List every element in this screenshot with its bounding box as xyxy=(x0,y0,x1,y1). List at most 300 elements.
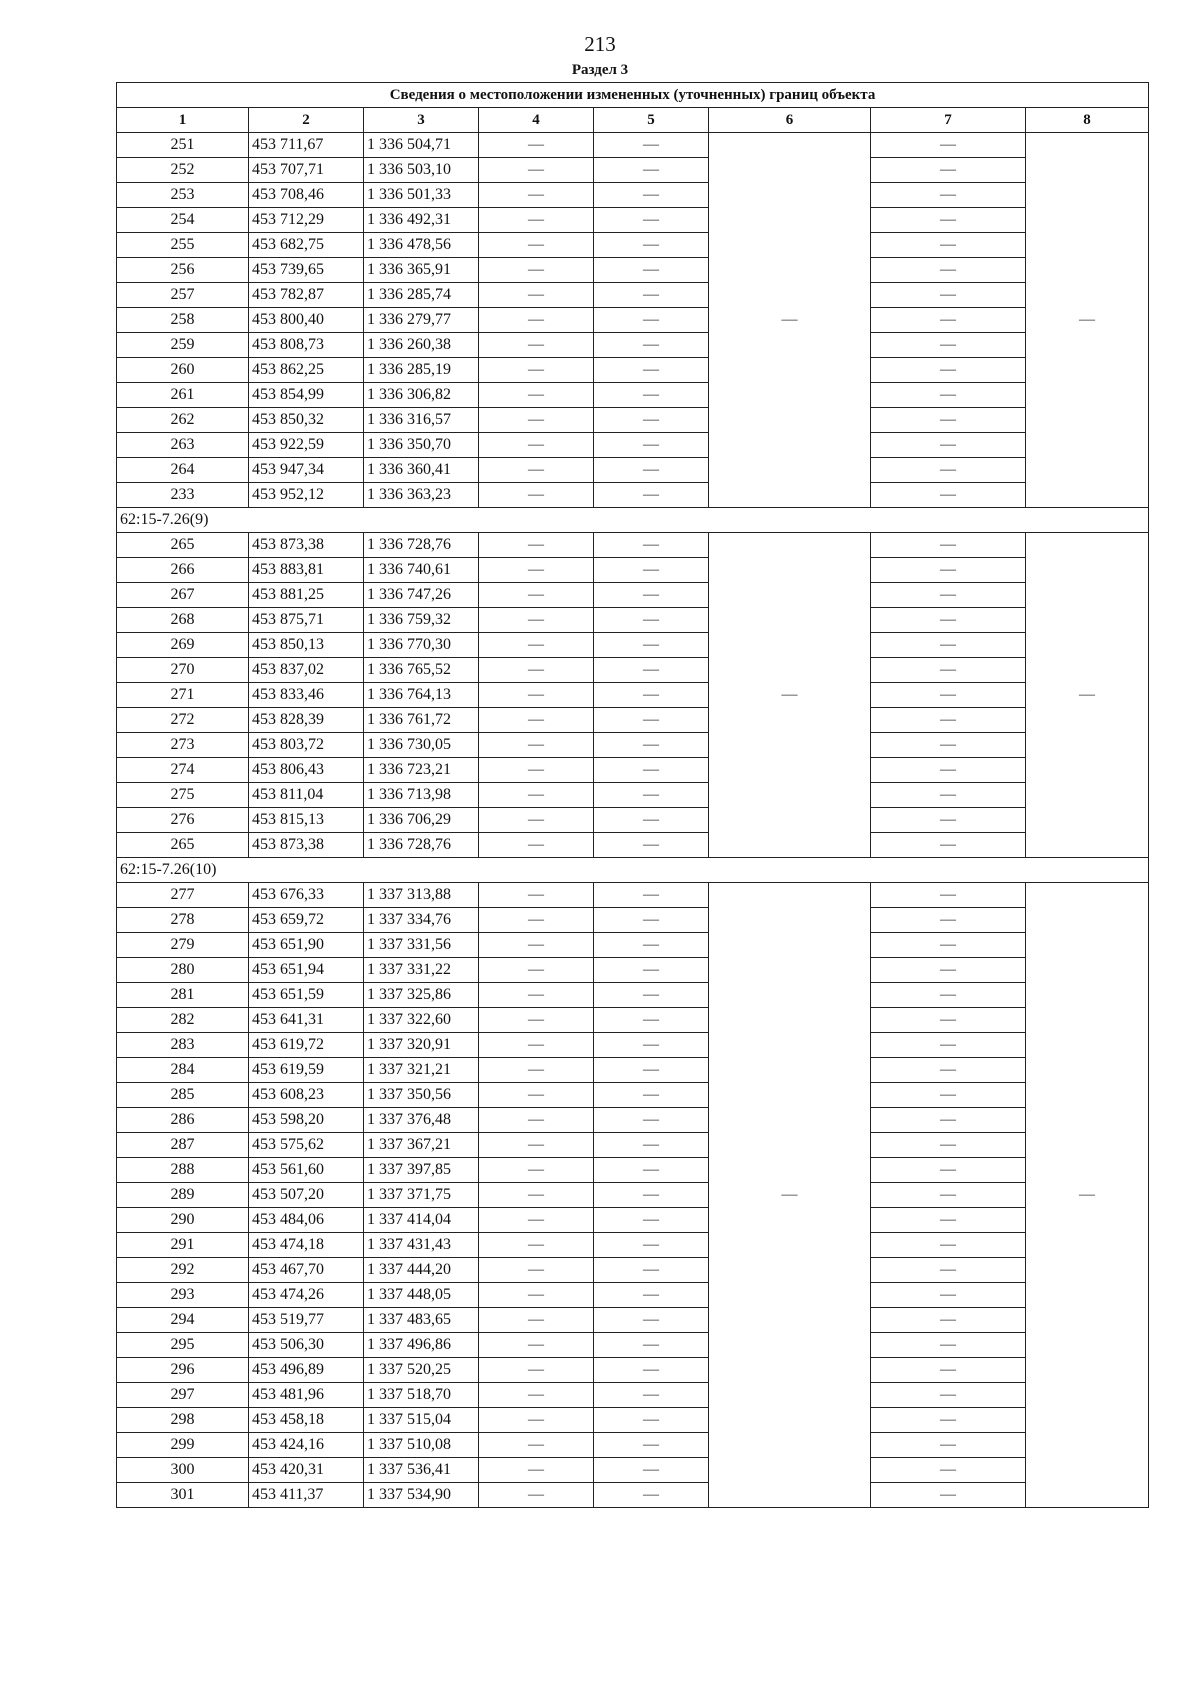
coordinate-x: 453 873,38 xyxy=(249,833,364,858)
point-number: 281 xyxy=(117,983,249,1008)
coordinate-x: 453 854,99 xyxy=(249,383,364,408)
column-4-value: — xyxy=(479,1483,594,1508)
coordinate-x: 453 682,75 xyxy=(249,233,364,258)
coordinate-x: 453 651,90 xyxy=(249,933,364,958)
table-row xyxy=(117,1033,1149,1058)
point-number: 256 xyxy=(117,258,249,283)
coordinate-x: 453 850,32 xyxy=(249,408,364,433)
column-4-value: — xyxy=(479,458,594,483)
column-4-value: — xyxy=(479,1358,594,1383)
point-number: 291 xyxy=(117,1233,249,1258)
point-number: 289 xyxy=(117,1183,249,1208)
group-header-row xyxy=(117,858,1149,883)
table-row xyxy=(117,658,1149,683)
column-7-value: — xyxy=(871,483,1026,508)
column-4-value: — xyxy=(479,1033,594,1058)
point-number: 263 xyxy=(117,433,249,458)
point-number: 265 xyxy=(117,533,249,558)
column-5-value: — xyxy=(594,1133,709,1158)
table-row xyxy=(117,833,1149,858)
point-number: 298 xyxy=(117,1408,249,1433)
table-row xyxy=(117,1183,1149,1208)
coordinate-x: 453 828,39 xyxy=(249,708,364,733)
column-5-value: — xyxy=(594,158,709,183)
coordinate-x: 453 676,33 xyxy=(249,883,364,908)
coordinate-y: 1 337 313,88 xyxy=(364,883,479,908)
column-7-value: — xyxy=(871,633,1026,658)
column-5-value: — xyxy=(594,1333,709,1358)
column-5-value: — xyxy=(594,733,709,758)
column-5-value: — xyxy=(594,1058,709,1083)
column-6-merged-value: — xyxy=(709,533,871,858)
table-row xyxy=(117,408,1149,433)
column-4-value: — xyxy=(479,1083,594,1108)
coordinate-y: 1 336 285,74 xyxy=(364,283,479,308)
column-7-value: — xyxy=(871,958,1026,983)
column-4-value: — xyxy=(479,933,594,958)
column-7-value: — xyxy=(871,358,1026,383)
coordinate-y: 1 337 518,70 xyxy=(364,1383,479,1408)
point-number: 266 xyxy=(117,558,249,583)
point-number: 290 xyxy=(117,1208,249,1233)
column-7-value: — xyxy=(871,283,1026,308)
table-row xyxy=(117,733,1149,758)
coordinate-y: 1 336 503,10 xyxy=(364,158,479,183)
column-7-value: — xyxy=(871,1083,1026,1108)
column-4-value: — xyxy=(479,708,594,733)
table-row xyxy=(117,1258,1149,1283)
column-7-value: — xyxy=(871,1408,1026,1433)
table-row xyxy=(117,483,1149,508)
column-5-value: — xyxy=(594,533,709,558)
column-4-value: — xyxy=(479,533,594,558)
coordinate-y: 1 336 706,29 xyxy=(364,808,479,833)
column-number: 8 xyxy=(1026,108,1149,133)
coordinate-x: 453 659,72 xyxy=(249,908,364,933)
column-7-value: — xyxy=(871,1033,1026,1058)
column-7-value: — xyxy=(871,1483,1026,1508)
column-4-value: — xyxy=(479,1233,594,1258)
column-7-value: — xyxy=(871,1208,1026,1233)
coordinate-x: 453 474,18 xyxy=(249,1233,364,1258)
table-row xyxy=(117,1308,1149,1333)
column-4-value: — xyxy=(479,958,594,983)
column-7-value: — xyxy=(871,758,1026,783)
table-row xyxy=(117,758,1149,783)
column-4-value: — xyxy=(479,433,594,458)
coordinate-x: 453 862,25 xyxy=(249,358,364,383)
column-5-value: — xyxy=(594,583,709,608)
table-row xyxy=(117,1433,1149,1458)
coordinate-y: 1 336 713,98 xyxy=(364,783,479,808)
column-5-value: — xyxy=(594,233,709,258)
coordinate-x: 453 619,59 xyxy=(249,1058,364,1083)
coordinate-x: 453 575,62 xyxy=(249,1133,364,1158)
coordinate-x: 453 651,94 xyxy=(249,958,364,983)
table-row xyxy=(117,808,1149,833)
coordinate-y: 1 337 448,05 xyxy=(364,1283,479,1308)
coordinate-y: 1 336 279,77 xyxy=(364,308,479,333)
column-4-value: — xyxy=(479,983,594,1008)
column-4-value: — xyxy=(479,233,594,258)
column-5-value: — xyxy=(594,608,709,633)
column-7-value: — xyxy=(871,208,1026,233)
table-row xyxy=(117,1008,1149,1033)
coordinate-x: 453 883,81 xyxy=(249,558,364,583)
point-number: 267 xyxy=(117,583,249,608)
column-7-value: — xyxy=(871,1333,1026,1358)
column-7-value: — xyxy=(871,608,1026,633)
point-number: 278 xyxy=(117,908,249,933)
table-row xyxy=(117,1458,1149,1483)
table-row xyxy=(117,958,1149,983)
column-4-value: — xyxy=(479,283,594,308)
table-row xyxy=(117,983,1149,1008)
table-row xyxy=(117,583,1149,608)
column-4-value: — xyxy=(479,633,594,658)
column-7-value: — xyxy=(871,1108,1026,1133)
coordinate-x: 453 947,34 xyxy=(249,458,364,483)
column-7-value: — xyxy=(871,1358,1026,1383)
table-row xyxy=(117,183,1149,208)
column-7-value: — xyxy=(871,908,1026,933)
coordinate-y: 1 336 764,13 xyxy=(364,683,479,708)
column-7-value: — xyxy=(871,1258,1026,1283)
point-number: 259 xyxy=(117,333,249,358)
column-4-value: — xyxy=(479,1208,594,1233)
coordinate-x: 453 712,29 xyxy=(249,208,364,233)
coordinate-y: 1 336 365,91 xyxy=(364,258,479,283)
column-5-value: — xyxy=(594,908,709,933)
column-4-value: — xyxy=(479,183,594,208)
column-7-value: — xyxy=(871,1283,1026,1308)
coordinate-x: 453 641,31 xyxy=(249,1008,364,1033)
column-4-value: — xyxy=(479,1408,594,1433)
column-5-value: — xyxy=(594,808,709,833)
table-row xyxy=(117,933,1149,958)
table-row xyxy=(117,1283,1149,1308)
column-5-value: — xyxy=(594,433,709,458)
column-4-value: — xyxy=(479,758,594,783)
table-row xyxy=(117,133,1149,158)
coordinate-x: 453 651,59 xyxy=(249,983,364,1008)
column-4-value: — xyxy=(479,133,594,158)
coordinate-x: 453 474,26 xyxy=(249,1283,364,1308)
coordinate-y: 1 337 510,08 xyxy=(364,1433,479,1458)
coordinate-y: 1 337 331,22 xyxy=(364,958,479,983)
column-8-merged-value: — xyxy=(1026,133,1149,508)
point-number: 295 xyxy=(117,1333,249,1358)
point-number: 280 xyxy=(117,958,249,983)
column-4-value: — xyxy=(479,258,594,283)
coordinate-y: 1 336 501,33 xyxy=(364,183,479,208)
column-5-value: — xyxy=(594,1408,709,1433)
point-number: 251 xyxy=(117,133,249,158)
column-5-value: — xyxy=(594,258,709,283)
coordinate-x: 453 506,30 xyxy=(249,1333,364,1358)
column-4-value: — xyxy=(479,333,594,358)
coordinate-y: 1 337 320,91 xyxy=(364,1033,479,1058)
table-row xyxy=(117,358,1149,383)
point-number: 252 xyxy=(117,158,249,183)
coordinate-y: 1 336 478,56 xyxy=(364,233,479,258)
point-number: 255 xyxy=(117,233,249,258)
coordinate-x: 453 806,43 xyxy=(249,758,364,783)
coordinate-x: 453 424,16 xyxy=(249,1433,364,1458)
column-7-value: — xyxy=(871,658,1026,683)
table-row xyxy=(117,1233,1149,1258)
point-number: 270 xyxy=(117,658,249,683)
column-4-value: — xyxy=(479,1283,594,1308)
table-row xyxy=(117,608,1149,633)
column-7-value: — xyxy=(871,683,1026,708)
coordinate-x: 453 837,02 xyxy=(249,658,364,683)
coordinate-x: 453 467,70 xyxy=(249,1258,364,1283)
column-5-value: — xyxy=(594,1183,709,1208)
column-5-value: — xyxy=(594,1283,709,1308)
column-4-value: — xyxy=(479,1058,594,1083)
point-number: 268 xyxy=(117,608,249,633)
point-number: 269 xyxy=(117,633,249,658)
column-7-value: — xyxy=(871,833,1026,858)
column-7-value: — xyxy=(871,533,1026,558)
column-5-value: — xyxy=(594,683,709,708)
table-row xyxy=(117,333,1149,358)
column-number: 2 xyxy=(249,108,364,133)
table-row xyxy=(117,158,1149,183)
table-row xyxy=(117,1358,1149,1383)
table-row xyxy=(117,233,1149,258)
column-5-value: — xyxy=(594,883,709,908)
column-7-value: — xyxy=(871,1433,1026,1458)
coordinate-x: 453 481,96 xyxy=(249,1383,364,1408)
coordinate-y: 1 337 376,48 xyxy=(364,1108,479,1133)
coordinate-x: 453 519,77 xyxy=(249,1308,364,1333)
table-row xyxy=(117,633,1149,658)
column-4-value: — xyxy=(479,1383,594,1408)
coordinate-y: 1 336 759,32 xyxy=(364,608,479,633)
column-5-value: — xyxy=(594,558,709,583)
column-7-value: — xyxy=(871,1308,1026,1333)
coordinate-x: 453 507,20 xyxy=(249,1183,364,1208)
column-5-value: — xyxy=(594,383,709,408)
table-row xyxy=(117,1333,1149,1358)
coordinate-y: 1 337 321,21 xyxy=(364,1058,479,1083)
column-7-value: — xyxy=(871,158,1026,183)
point-number: 279 xyxy=(117,933,249,958)
column-number: 1 xyxy=(117,108,249,133)
column-4-value: — xyxy=(479,1133,594,1158)
coordinate-y: 1 337 367,21 xyxy=(364,1133,479,1158)
point-number: 282 xyxy=(117,1008,249,1033)
column-4-value: — xyxy=(479,558,594,583)
column-4-value: — xyxy=(479,408,594,433)
column-7-value: — xyxy=(871,1008,1026,1033)
column-5-value: — xyxy=(594,1383,709,1408)
column-7-value: — xyxy=(871,1183,1026,1208)
coordinate-y: 1 336 740,61 xyxy=(364,558,479,583)
table-row xyxy=(117,883,1149,908)
point-number: 262 xyxy=(117,408,249,433)
point-number: 272 xyxy=(117,708,249,733)
column-4-value: — xyxy=(479,358,594,383)
coordinate-y: 1 337 334,76 xyxy=(364,908,479,933)
point-number: 233 xyxy=(117,483,249,508)
point-number: 300 xyxy=(117,1458,249,1483)
column-5-value: — xyxy=(594,1158,709,1183)
coordinate-x: 453 782,87 xyxy=(249,283,364,308)
point-number: 271 xyxy=(117,683,249,708)
column-5-value: — xyxy=(594,283,709,308)
column-4-value: — xyxy=(479,1183,594,1208)
column-6-merged-value: — xyxy=(709,133,871,508)
point-number: 261 xyxy=(117,383,249,408)
column-5-value: — xyxy=(594,483,709,508)
column-4-value: — xyxy=(479,1433,594,1458)
point-number: 301 xyxy=(117,1483,249,1508)
column-7-value: — xyxy=(871,433,1026,458)
coordinate-x: 453 815,13 xyxy=(249,808,364,833)
coordinate-y: 1 336 306,82 xyxy=(364,383,479,408)
column-4-value: — xyxy=(479,733,594,758)
point-number: 287 xyxy=(117,1133,249,1158)
coordinate-y: 1 337 397,85 xyxy=(364,1158,479,1183)
coordinate-y: 1 337 325,86 xyxy=(364,983,479,1008)
column-8-merged-value: — xyxy=(1026,883,1149,1508)
column-5-value: — xyxy=(594,983,709,1008)
point-number: 296 xyxy=(117,1358,249,1383)
column-5-value: — xyxy=(594,1108,709,1133)
point-number: 286 xyxy=(117,1108,249,1133)
column-7-value: — xyxy=(871,783,1026,808)
column-7-value: — xyxy=(871,883,1026,908)
coordinate-x: 453 458,18 xyxy=(249,1408,364,1433)
column-7-value: — xyxy=(871,1133,1026,1158)
coordinate-y: 1 337 534,90 xyxy=(364,1483,479,1508)
table-row xyxy=(117,308,1149,333)
coordinate-x: 453 808,73 xyxy=(249,333,364,358)
column-5-value: — xyxy=(594,333,709,358)
table-row xyxy=(117,558,1149,583)
column-5-value: — xyxy=(594,1233,709,1258)
coordinate-x: 453 707,71 xyxy=(249,158,364,183)
column-4-value: — xyxy=(479,783,594,808)
column-7-value: — xyxy=(871,583,1026,608)
column-6-merged-value: — xyxy=(709,883,871,1508)
column-5-value: — xyxy=(594,1033,709,1058)
column-number: 6 xyxy=(709,108,871,133)
point-number: 274 xyxy=(117,758,249,783)
point-number: 276 xyxy=(117,808,249,833)
column-4-value: — xyxy=(479,158,594,183)
group-cadastral-number: 62:15-7.26(10) xyxy=(117,858,1149,883)
column-5-value: — xyxy=(594,408,709,433)
point-number: 253 xyxy=(117,183,249,208)
point-number: 265 xyxy=(117,833,249,858)
coordinate-x: 453 952,12 xyxy=(249,483,364,508)
point-number: 299 xyxy=(117,1433,249,1458)
table-row xyxy=(117,383,1149,408)
column-5-value: — xyxy=(594,458,709,483)
coordinate-x: 453 598,20 xyxy=(249,1108,364,1133)
column-5-value: — xyxy=(594,758,709,783)
column-4-value: — xyxy=(479,1333,594,1358)
column-5-value: — xyxy=(594,183,709,208)
column-7-value: — xyxy=(871,1158,1026,1183)
column-7-value: — xyxy=(871,383,1026,408)
column-4-value: — xyxy=(479,1458,594,1483)
table-row xyxy=(117,208,1149,233)
coordinate-y: 1 336 360,41 xyxy=(364,458,479,483)
table-row xyxy=(117,1483,1149,1508)
coordinate-y: 1 337 536,41 xyxy=(364,1458,479,1483)
column-number: 5 xyxy=(594,108,709,133)
coordinate-x: 453 922,59 xyxy=(249,433,364,458)
point-number: 257 xyxy=(117,283,249,308)
column-7-value: — xyxy=(871,733,1026,758)
coordinate-y: 1 336 504,71 xyxy=(364,133,479,158)
table-row xyxy=(117,433,1149,458)
column-4-value: — xyxy=(479,308,594,333)
coordinate-x: 453 420,31 xyxy=(249,1458,364,1483)
column-7-value: — xyxy=(871,708,1026,733)
coordinate-y: 1 336 492,31 xyxy=(364,208,479,233)
coordinate-y: 1 337 414,04 xyxy=(364,1208,479,1233)
column-7-value: — xyxy=(871,1233,1026,1258)
coordinate-y: 1 336 770,30 xyxy=(364,633,479,658)
column-4-value: — xyxy=(479,883,594,908)
column-7-value: — xyxy=(871,408,1026,433)
point-number: 288 xyxy=(117,1158,249,1183)
table-caption: Сведения о местоположении измененных (уточненных) границ объекта xyxy=(117,83,1149,108)
column-7-value: — xyxy=(871,808,1026,833)
point-number: 283 xyxy=(117,1033,249,1058)
table-row xyxy=(117,1208,1149,1233)
column-7-value: — xyxy=(871,983,1026,1008)
point-number: 297 xyxy=(117,1383,249,1408)
point-number: 284 xyxy=(117,1058,249,1083)
table-row xyxy=(117,458,1149,483)
table-row xyxy=(117,708,1149,733)
coordinate-y: 1 337 431,43 xyxy=(364,1233,479,1258)
column-number: 4 xyxy=(479,108,594,133)
column-5-value: — xyxy=(594,1458,709,1483)
column-7-value: — xyxy=(871,333,1026,358)
column-7-value: — xyxy=(871,1458,1026,1483)
coordinate-y: 1 336 747,26 xyxy=(364,583,479,608)
column-7-value: — xyxy=(871,933,1026,958)
coordinate-x: 453 803,72 xyxy=(249,733,364,758)
column-5-value: — xyxy=(594,1358,709,1383)
coordinate-x: 453 561,60 xyxy=(249,1158,364,1183)
coordinate-y: 1 336 761,72 xyxy=(364,708,479,733)
column-4-value: — xyxy=(479,1258,594,1283)
column-5-value: — xyxy=(594,1208,709,1233)
table-row xyxy=(117,683,1149,708)
coordinate-x: 453 800,40 xyxy=(249,308,364,333)
column-number: 3 xyxy=(364,108,479,133)
section-title: Раздел 3 xyxy=(571,62,629,78)
table-row xyxy=(117,283,1149,308)
table-row xyxy=(117,258,1149,283)
coordinate-x: 453 875,71 xyxy=(249,608,364,633)
column-5-value: — xyxy=(594,1308,709,1333)
page-number: 213 xyxy=(584,32,616,56)
point-number: 260 xyxy=(117,358,249,383)
coordinate-y: 1 336 285,19 xyxy=(364,358,479,383)
point-number: 264 xyxy=(117,458,249,483)
point-number: 293 xyxy=(117,1283,249,1308)
